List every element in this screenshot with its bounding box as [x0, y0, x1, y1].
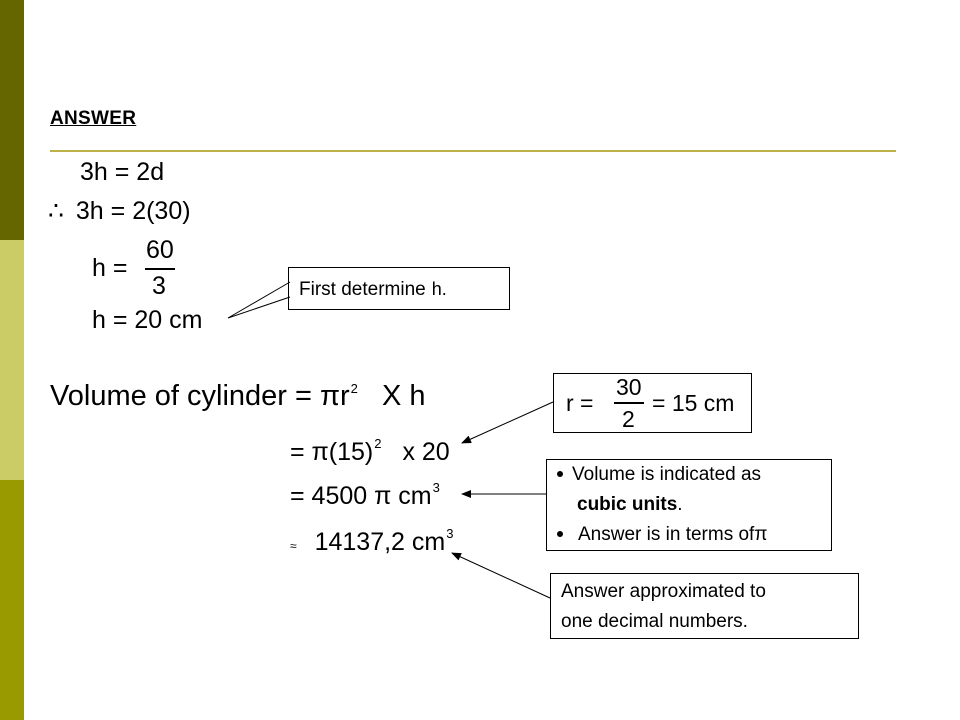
- volume-step-in-pi-exponent: 3: [432, 480, 440, 495]
- therefore-symbol: ∴: [48, 197, 64, 225]
- fraction-denominator-3: 3: [152, 272, 166, 300]
- callout-volume-line-3: [557, 520, 831, 550]
- callout-volume-line-1: [557, 460, 831, 490]
- callout-volume-line-2-tail: .: [677, 494, 683, 515]
- callout-approximation-line-1: Answer approximated to: [561, 581, 766, 602]
- step-h-eq-fraction-lhs: h =: [92, 254, 128, 282]
- fraction-numerator-60: 60: [146, 236, 174, 264]
- sidebar-segment-bottom: [0, 480, 24, 720]
- callout-radius: [553, 373, 752, 433]
- volume-step-substitution-exponent: 2: [374, 436, 382, 451]
- callout-radius-rhs: = 15 cm: [652, 390, 735, 416]
- volume-step-in-pi-text: = 4500 π cm: [290, 482, 432, 510]
- volume-step-substitution: [290, 436, 450, 467]
- volume-formula-exponent: 2: [350, 381, 358, 396]
- volume-step-substitution-text: = π(15): [290, 438, 374, 466]
- volume-step-approx-text: 14137,2 cm: [314, 528, 446, 556]
- callout-volume-units: [546, 459, 832, 551]
- page-title: ANSWER: [50, 108, 137, 129]
- volume-step-approx: [290, 526, 453, 557]
- sidebar-segment-middle: [0, 240, 24, 480]
- callout-determine-h: [288, 267, 510, 310]
- volume-step-approx-exponent: 3: [446, 526, 454, 541]
- step-3h-eq-60: [48, 196, 191, 226]
- callout-volume-line-2: [557, 490, 831, 520]
- title-divider: [50, 150, 896, 152]
- volume-formula: [50, 380, 426, 413]
- callout-radius-numerator: 30: [616, 374, 642, 400]
- fraction-bar: [145, 268, 175, 270]
- volume-formula-text: Volume of cylinder = πr: [50, 380, 350, 412]
- volume-step-substitution-tail: x 20: [402, 438, 450, 466]
- step-3h-eq-2d: 3h = 2d: [80, 158, 165, 186]
- callout-volume-line-3-text: Answer is in terms of: [578, 524, 755, 545]
- sidebar-stripe: [0, 0, 24, 720]
- sidebar-segment-top: [0, 0, 24, 240]
- step-h-eq-20cm: h = 20 cm: [92, 306, 203, 334]
- callout-determine-h-text: First determine: [299, 279, 426, 300]
- callout-approximation: [550, 573, 859, 639]
- bullet-icon: [557, 471, 563, 477]
- bullet-icon: [557, 531, 563, 537]
- callout-radius-lhs: r =: [566, 390, 594, 416]
- callout-determine-h-var: h.: [431, 279, 447, 299]
- volume-step-in-pi: [290, 480, 440, 511]
- step-3h-eq-2-30-text: 3h = 2(30): [75, 197, 191, 225]
- callout-h-pointer: [228, 282, 290, 318]
- approx-symbol: ≈: [290, 539, 297, 553]
- volume-formula-tail: X h: [381, 380, 426, 412]
- callout-volume-pi-symbol: π: [754, 524, 768, 545]
- arrow-radius: [462, 402, 553, 443]
- arrow-approximation: [452, 553, 550, 598]
- callout-volume-line-2-bold: cubic units: [577, 494, 678, 515]
- callout-approximation-line-2: one decimal numbers.: [561, 611, 748, 632]
- callout-radius-denominator: 2: [622, 406, 635, 432]
- callout-volume-line-1-text: Volume is indicated as: [572, 464, 762, 485]
